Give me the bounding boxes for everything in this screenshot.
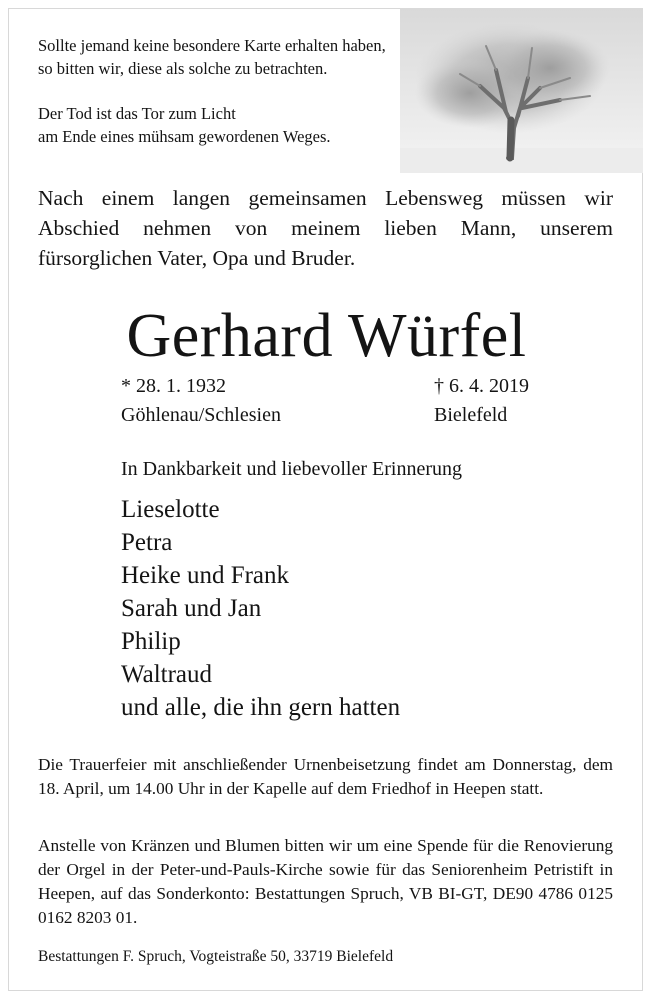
birth-info: [121, 372, 281, 430]
intro-line-1: Sollte jemand keine besondere Karte erhalten haben,: [38, 36, 386, 55]
death-info: [434, 372, 529, 430]
thanks-line: In Dankbarkeit und liebevoller Erinnerung: [121, 458, 462, 480]
death-date: † 6. 4. 2019: [434, 375, 529, 397]
lead-paragraph: Nach einem langen gemeinsamen Lebensweg müssen wir Abschied nehmen von meinem lieben Mann, unserem fürsorglichen Vater, Opa und Bruder.: [38, 186, 613, 270]
death-place: Bielefeld: [434, 404, 508, 426]
birth-place: Göhlenau/Schlesien: [121, 404, 281, 426]
family-member: Heike und Frank: [121, 562, 290, 589]
donation-paragraph: Anstelle von Kränzen und Blumen bitten wir um eine Spende für die Renovierung der Orgel in der Peter-und-Pauls-Kirche sowie für das Seniorenheim Petristift in Heepen, auf das Sonderkonto: Bestattungen Spruch, VB BI-GT, DE90 4786 0125 0162 8203 01.: [38, 836, 613, 927]
birth-date: * 28. 1. 1932: [121, 375, 226, 397]
quote-line-2: am Ende eines mühsam gewordenen Weges.: [38, 127, 331, 146]
deceased-name: Gerhard Würfel: [126, 302, 527, 370]
intro-line-2: so bitten wir, diese als solche zu betrachten.: [38, 59, 328, 78]
family-member: und alle, die ihn gern hatten: [121, 694, 401, 721]
quote-line-1: Der Tod ist das Tor zum Licht: [38, 104, 236, 123]
undertaker-footer: Bestattungen F. Spruch, Vogteistraße 50, 33719 Bielefeld: [38, 948, 394, 965]
family-member: Waltraud: [121, 661, 213, 688]
ceremony-paragraph: Die Trauerfeier mit anschließender Urnenbeisetzung findet am Donnerstag, dem 18. April, um 14.00 Uhr in der Kapelle auf dem Friedhof in Heepen statt.: [38, 755, 613, 798]
family-member: Lieselotte: [121, 496, 220, 523]
family-member: Sarah und Jan: [121, 595, 262, 622]
family-member: Philip: [121, 628, 181, 655]
family-member: Petra: [121, 529, 173, 556]
intro-block: [38, 34, 468, 170]
family-list: [121, 493, 400, 724]
